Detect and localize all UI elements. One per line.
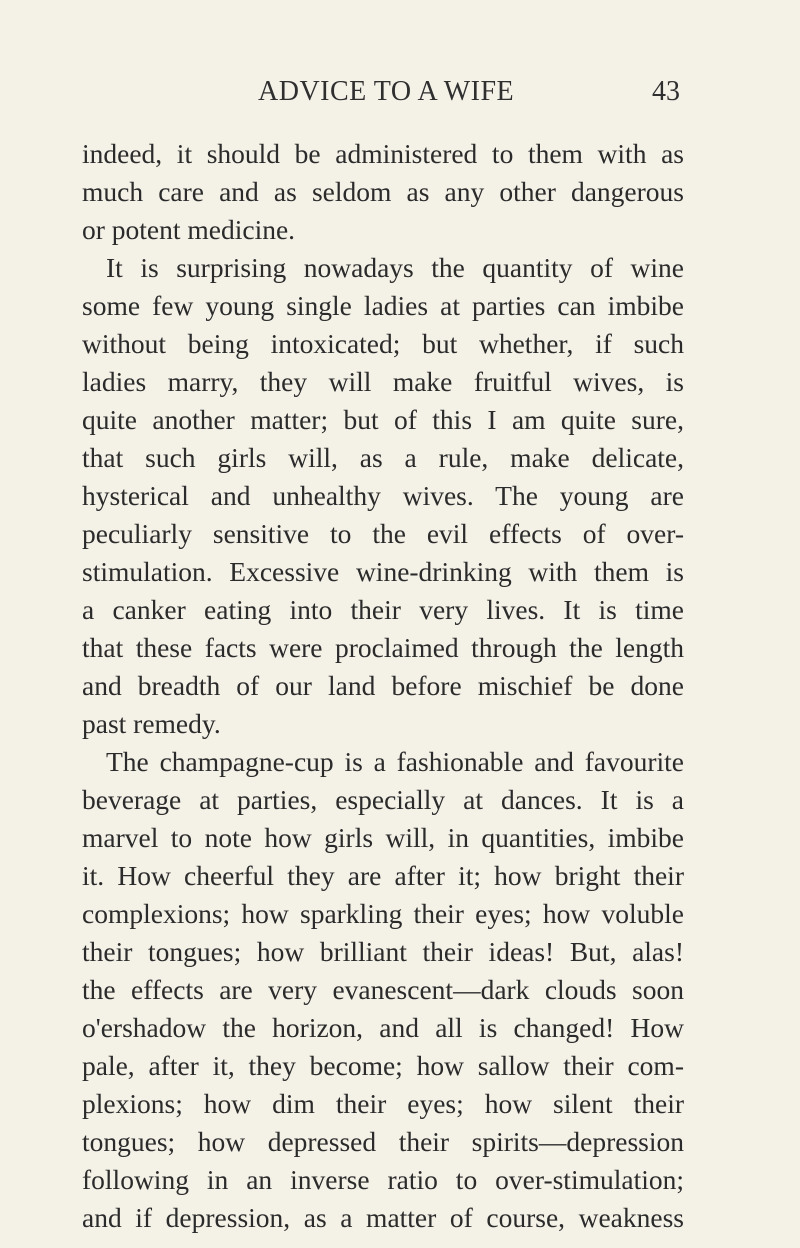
page-number: 43	[652, 76, 680, 107]
text-line: it. How cheerful they are after it; how bright their	[82, 860, 684, 891]
text-line: stimulation. Excessive wine-drinking with them is	[82, 556, 684, 587]
text-line: their tongues; how brilliant their ideas! But, alas!	[82, 936, 684, 967]
text-line: and if depression, as a matter of course, weakness	[82, 1202, 684, 1233]
text-line: pale, after it, they become; how sallow their com-	[82, 1050, 684, 1081]
text-line: marvel to note how girls will, in quantities, imbibe	[82, 822, 684, 853]
text-line: o'ershadow the horizon, and all is changed! How	[82, 1012, 684, 1043]
text-line: without being intoxicated; but whether, if such	[82, 328, 684, 359]
text-line: hysterical and unhealthy wives. The young are	[82, 480, 684, 511]
text-line: a canker eating into their very lives. It is time	[82, 594, 684, 625]
text-line: that such girls will, as a rule, make delicate,	[82, 442, 684, 473]
text-line: ladies marry, they will make fruitful wives, is	[82, 366, 684, 397]
text-line: indeed, it should be administered to them with as	[82, 138, 684, 169]
text-line: complexions; how sparkling their eyes; how voluble	[82, 898, 684, 929]
text-line: The champagne-cup is a fashionable and favourite	[106, 746, 684, 777]
text-line: the effects are very evanescent—dark clouds soon	[82, 974, 684, 1005]
text-line: some few young single ladies at parties can imbibe	[82, 290, 684, 321]
text-line: or potent medicine.	[82, 214, 296, 245]
text-line: much care and as seldom as any other dangerous	[82, 176, 684, 207]
body-text	[82, 135, 684, 1237]
text-line: plexions; how dim their eyes; how silent their	[82, 1088, 684, 1119]
text-line: beverage at parties, especially at dances. It is a	[82, 784, 684, 815]
text-line: quite another matter; but of this I am quite sure,	[82, 404, 684, 435]
text-line: It is surprising nowadays the quantity of wine	[106, 252, 684, 283]
text-line: tongues; how depressed their spirits—depression	[82, 1126, 684, 1157]
text-line: peculiarly sensitive to the evil effects of over-	[82, 518, 684, 549]
running-head: ADVICE TO A WIFE	[258, 76, 515, 107]
text-line: past remedy.	[82, 708, 221, 739]
text-line: following in an inverse ratio to over-stimulation;	[82, 1164, 684, 1195]
text-line: that these facts were proclaimed through the length	[82, 632, 684, 663]
text-line: and breadth of our land before mischief be done	[82, 670, 684, 701]
